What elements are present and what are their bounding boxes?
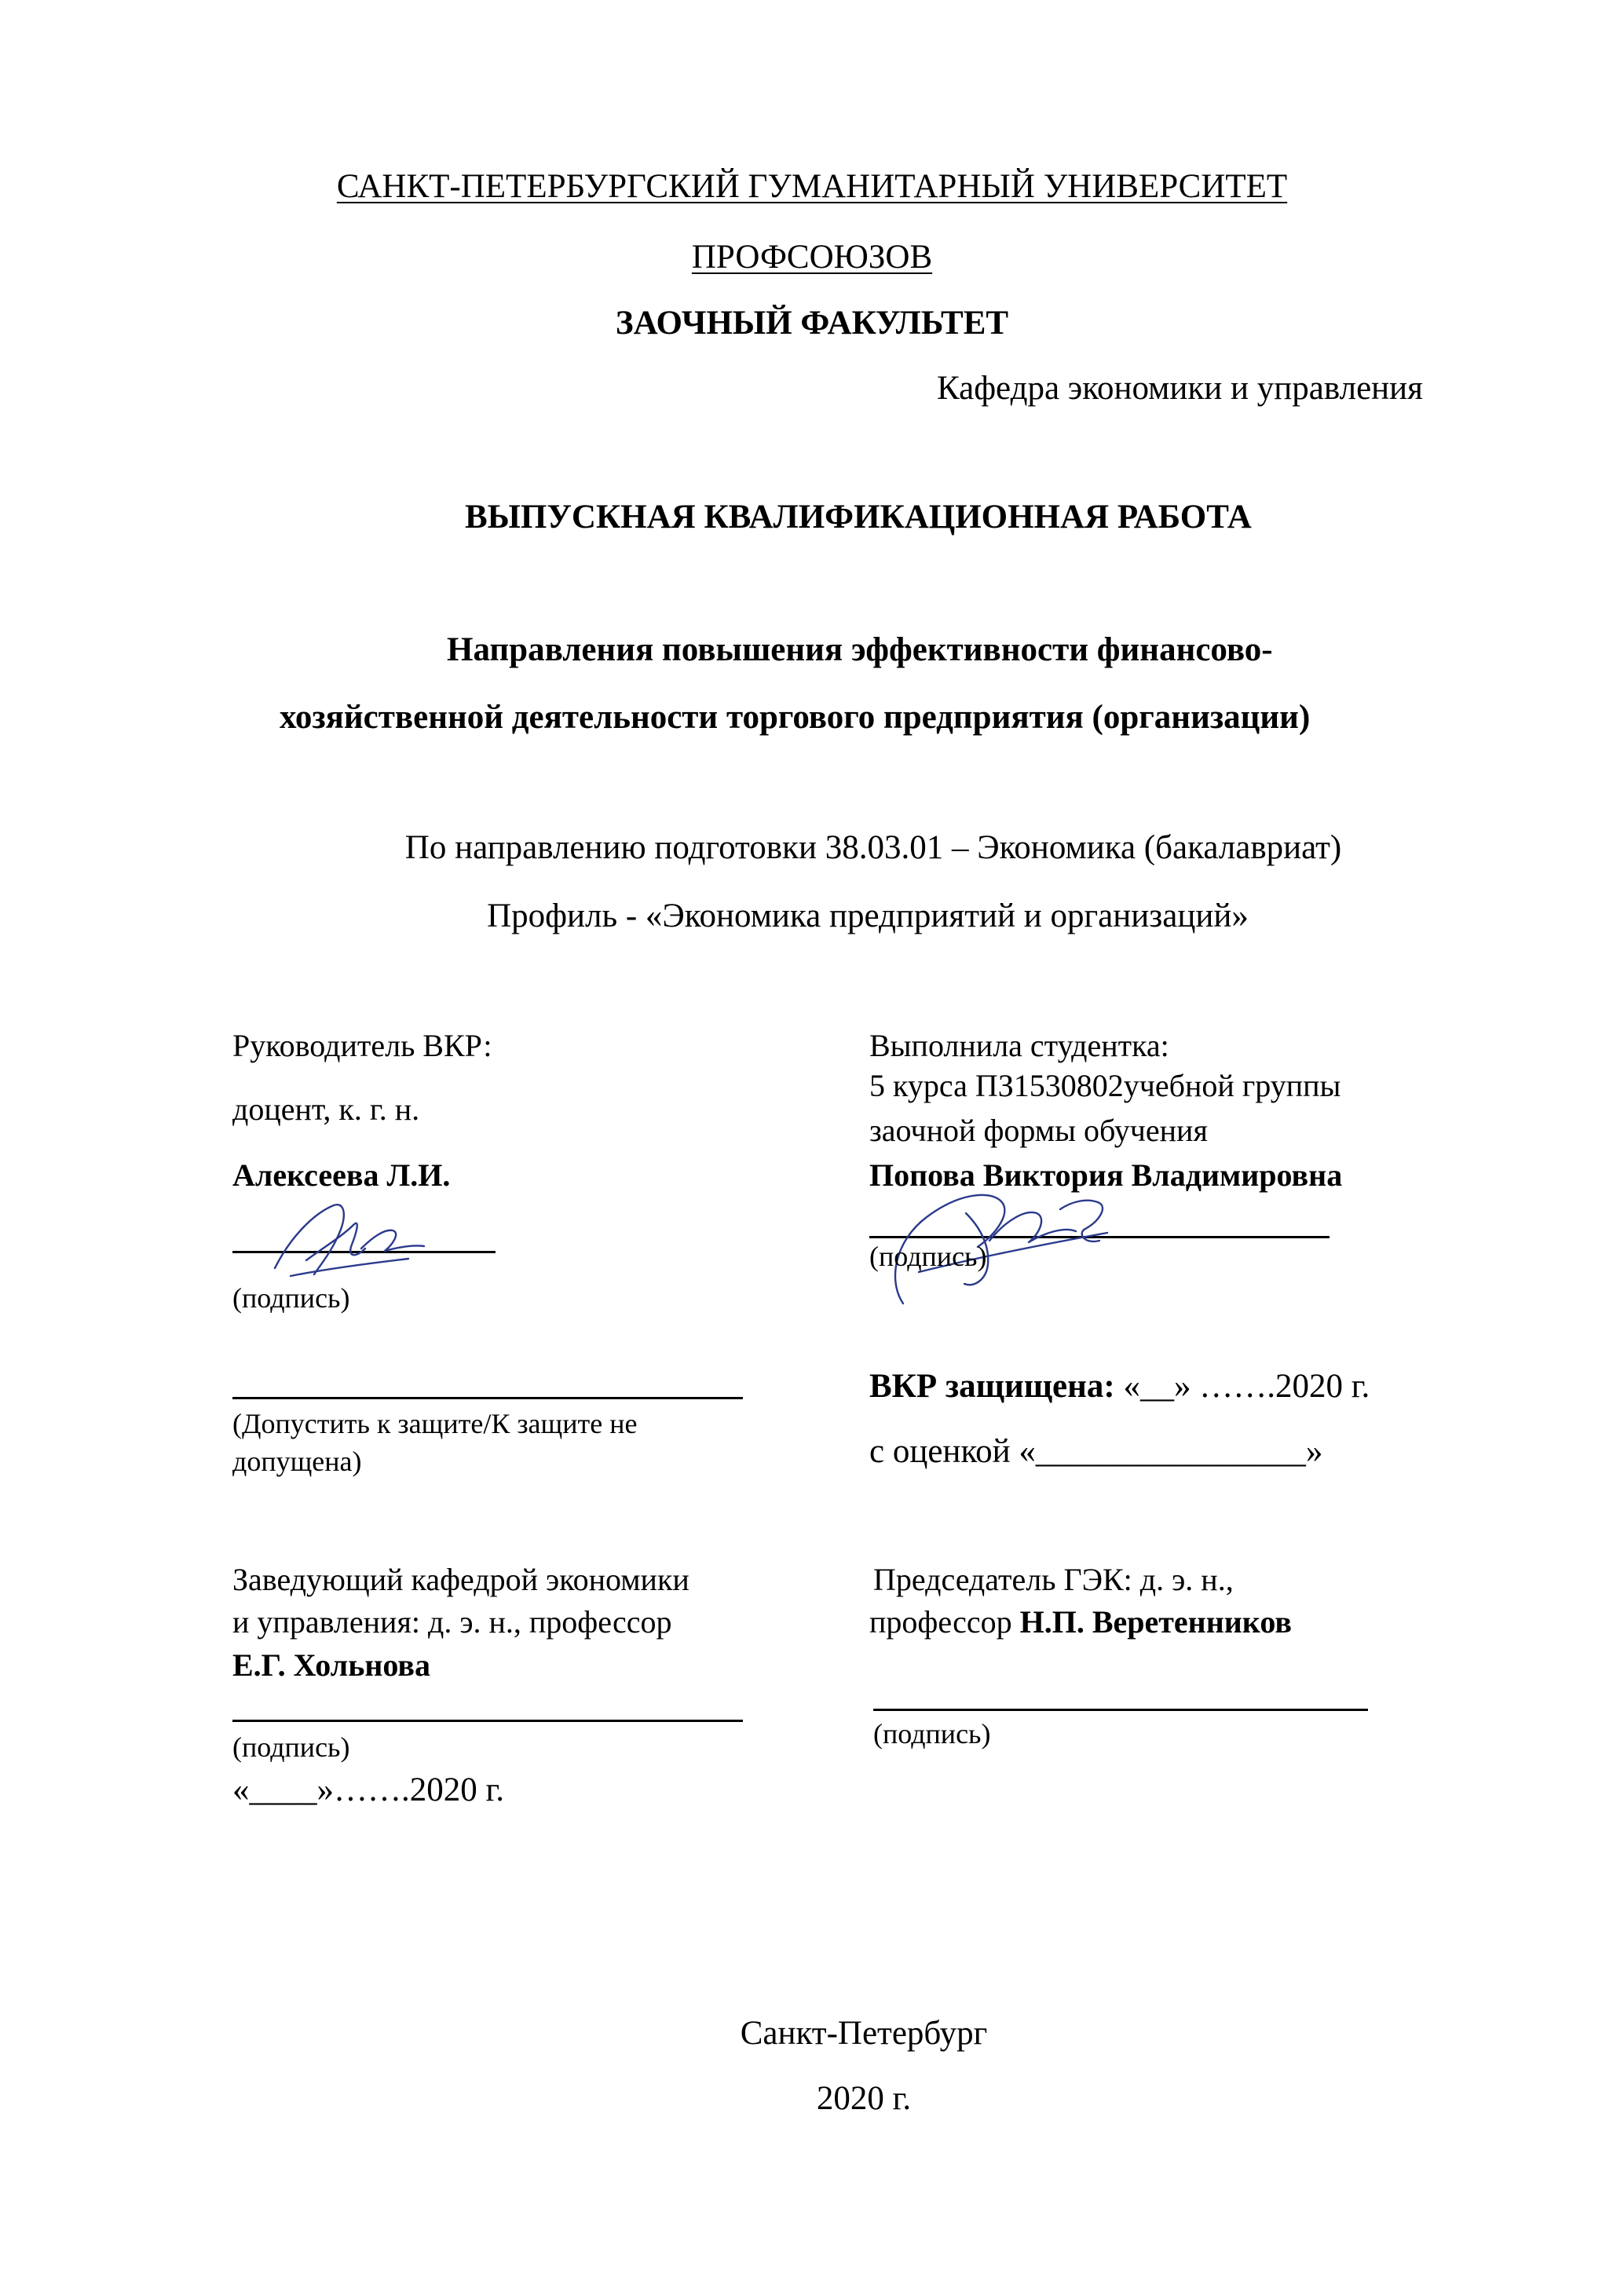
- defense-grade: с оценкой «________________»: [869, 1433, 1323, 1470]
- student-signature-icon: [872, 1154, 1131, 1319]
- work-type: ВЫПУСКНАЯ КВАЛИФИКАЦИОННАЯ РАБОТА: [465, 499, 1252, 536]
- gek-chair-signature-line: [873, 1709, 1368, 1711]
- admission-caption-line1: (Допустить к защите/К защите не: [232, 1408, 638, 1439]
- supervisor-signature-icon: [259, 1182, 440, 1292]
- head-of-department-name: Е.Г. Хольнова: [232, 1647, 430, 1683]
- department-name: Кафедра экономики и управления: [937, 370, 1423, 407]
- head-of-department-signature-line: [232, 1720, 743, 1722]
- student-study-form: заочной формы обучения: [869, 1113, 1208, 1148]
- gek-chair-title: профессор: [869, 1604, 1020, 1640]
- head-of-department-line1: Заведующий кафедрой экономики: [232, 1562, 689, 1597]
- gek-chair-line1: Председатель ГЭК: д. э. н.,: [873, 1562, 1234, 1597]
- head-of-department-signature-caption: (подпись): [232, 1731, 350, 1763]
- supervisor-label: Руководитель ВКР:: [232, 1028, 492, 1063]
- student-course-group: 5 курса ПЗ1530802учебной группы: [869, 1068, 1341, 1103]
- footer-city: Санкт-Петербург: [740, 2015, 988, 2052]
- head-of-department-line2: и управления: д. э. н., профессор: [232, 1604, 672, 1640]
- gek-chair-name: Н.П. Веретенников: [1019, 1604, 1292, 1640]
- gek-chair-line2: [869, 1604, 1292, 1640]
- student-name: Попова Виктория Владимировна: [869, 1157, 1343, 1193]
- defense-label: ВКР защищена:: [869, 1368, 1115, 1405]
- study-direction: По направлению подготовки 38.03.01 – Экономика (бакалавриат): [404, 829, 1342, 866]
- university-name-line2: ПРОФСОЮЗОВ: [691, 239, 933, 276]
- gek-chair-signature-caption: (подпись): [873, 1718, 991, 1749]
- footer-year: 2020 г.: [816, 2080, 912, 2117]
- admission-caption-line2: допущена): [232, 1446, 362, 1477]
- supervisor-name: Алексеева Л.И.: [232, 1157, 451, 1193]
- head-of-department-date: «____»…….2020 г.: [232, 1771, 505, 1808]
- defense-date: «__» …….2020 г.: [1114, 1368, 1370, 1405]
- admission-signature-line: [232, 1397, 743, 1399]
- supervisor-position: доцент, к. г. н.: [232, 1091, 420, 1127]
- supervisor-signature-caption: (подпись): [232, 1282, 350, 1314]
- student-signature-caption: (подпись): [869, 1241, 987, 1272]
- faculty-name: ЗАОЧНЫЙ ФАКУЛЬТЕТ: [615, 305, 1009, 342]
- student-label: Выполнила студентка:: [869, 1028, 1169, 1063]
- study-profile: Профиль - «Экономика предприятий и организаций»: [487, 898, 1249, 934]
- thesis-title-line2: хозяйственной деятельности торгового предприятия (организации): [280, 699, 1311, 736]
- thesis-title-line1: Направления повышения эффективности финансово-: [447, 631, 1273, 668]
- university-name-line1: САНКТ-ПЕТЕРБУРГСКИЙ ГУМАНИТАРНЫЙ УНИВЕРСИТЕТ: [336, 168, 1288, 205]
- defense-status: [869, 1369, 1370, 1403]
